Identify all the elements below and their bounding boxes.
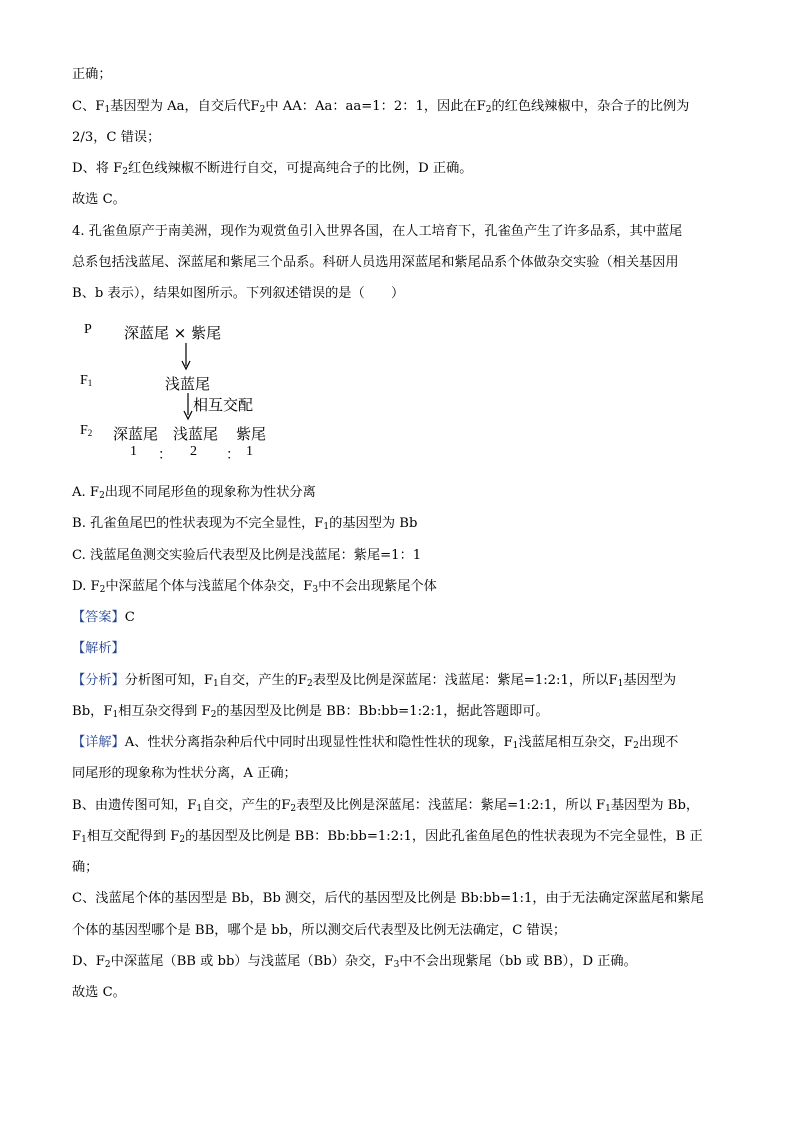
- diagram-ratio-sep-2: ：: [226, 448, 240, 463]
- xiangjie-b-line-1: B、由遗传图可知，$F_1$自交，产生的$F_2$表型及比例是深蓝尾：浅蓝尾：紫尾=1:2:1，所以 $F_1$基因型为 Bb，: [72, 798, 700, 814]
- xiangjie-choose: 故选 C。: [72, 985, 126, 1000]
- prev-option-c: C、$F_1$基因型为 Aa，自交后代$F_2$中 AA：Aa：aa=1：2：1，因此在$F_2$的红色线辣椒中，杂合子的比例为: [72, 99, 690, 115]
- xiangjie-a-line-2: 同尾形的现象称为性状分离，A 正确；: [72, 766, 297, 781]
- diagram-ratio-2: 2: [190, 444, 197, 459]
- fenxi-line-2: Bb，$F_1$相互杂交得到 $F_2$的基因型及比例是 BB：Bb:bb=1:2:1，据此答题即可。: [72, 704, 549, 720]
- diagram-f2-deep-blue: 深蓝尾: [113, 425, 159, 443]
- diagram-f2-light-blue: 浅蓝尾: [173, 425, 219, 443]
- option-d: D. $F_2$中深蓝尾个体与浅蓝尾个体杂交，$F_3$中不会出现紫尾个体: [72, 579, 437, 595]
- xiangjie-b-line-3: 确；: [72, 860, 99, 875]
- xiangjie-c-line-1: C、浅蓝尾个体的基因型是 Bb，Bb 测交，后代的基因型及比例是 Bb:bb=1:1，由于无法确定深蓝尾和紫尾: [72, 891, 704, 906]
- xiangjie-c-line-2: 个体的基因型哪个是 BB，哪个是 bb，所以测交后代表型及比例无法确定，C 错误；: [72, 923, 567, 938]
- question-line-1: 4. 孔雀鱼原产于南美洲，现作为观赏鱼引入世界各国，在人工培育下，孔雀鱼产生了许多品系，其中蓝尾: [72, 224, 683, 239]
- xiangjie-a-line-1: 【详解】A、性状分离指杂种后代中同时出现显性性状和隐性性状的现象，$F_1$浅蓝尾相互杂交，$F_2$出现不: [72, 735, 679, 751]
- prev-line-1: 正确；: [72, 67, 112, 82]
- answer-line: [72, 608, 135, 628]
- fenxi-line-1: 【分析】分析图可知，$F_1$自交，产生的$F_2$表型及比例是深蓝尾：浅蓝尾：紫尾=1:2:1，所以$F_1$基因型为: [72, 673, 677, 689]
- diagram-p-cross: 深蓝尾 × 紫尾: [124, 324, 222, 342]
- xiangjie-d-line: D、$F_2$中深蓝尾（BB 或 bb）与浅蓝尾（Bb）杂交，$F_3$中不会出现紫尾（bb 或 BB），D 正确。: [72, 954, 637, 970]
- answer-label: 【答案】: [72, 610, 125, 625]
- diagram-mating-label: 相互交配: [193, 396, 254, 414]
- answer-value: C: [124, 610, 135, 625]
- option-a: A. $F_2$出现不同尾形鱼的现象称为性状分离: [72, 485, 316, 501]
- xiangjie-b-line-2: $F_1$相互交配得到 $F_2$的基因型及比例是 BB：Bb:bb=1:2:1，因此孔雀鱼尾色的性状表现为不完全显性，B 正: [72, 829, 703, 845]
- diagram-ratio-sep-1: ：: [158, 448, 172, 463]
- diagram-p-label: P: [84, 322, 92, 337]
- arrow-f1-to-f2: [184, 393, 192, 419]
- diagram-f1-label: $F_1$: [80, 373, 93, 388]
- question-line-2: 总系包括浅蓝尾、深蓝尾和紫尾三个品系。科研人员选用深蓝尾和紫尾品系个体做杂交实验（相关基因用: [72, 255, 679, 270]
- option-c: C. 浅蓝尾鱼测交实验后代表型及比例是浅蓝尾：紫尾=1：1: [72, 548, 422, 563]
- prev-option-c-cont: 2/3，C 错误；: [72, 130, 161, 145]
- diagram-f1-phenotype: 浅蓝尾: [165, 375, 211, 393]
- diagram-ratio-3: 1: [246, 444, 253, 459]
- arrow-p-to-f1: [182, 343, 190, 369]
- diagram-f2-label: $F_2$: [80, 423, 93, 438]
- diagram-f2-purple: 紫尾: [236, 425, 267, 443]
- analysis-label: 【解析】: [72, 641, 125, 656]
- option-b: B. 孔雀鱼尾巴的性状表现为不完全显性，$F_1$的基因型为 Bb: [72, 516, 418, 532]
- diagram-ratio-1: 1: [130, 444, 137, 459]
- question-line-3: B、b 表示），结果如图所示。下列叙述错误的是（ ）: [72, 286, 405, 301]
- prev-option-d: D、将 $F_2$红色线辣椒不断进行自交，可提高纯合子的比例，D 正确。: [72, 161, 473, 177]
- prev-choose: 故选 C。: [72, 192, 126, 207]
